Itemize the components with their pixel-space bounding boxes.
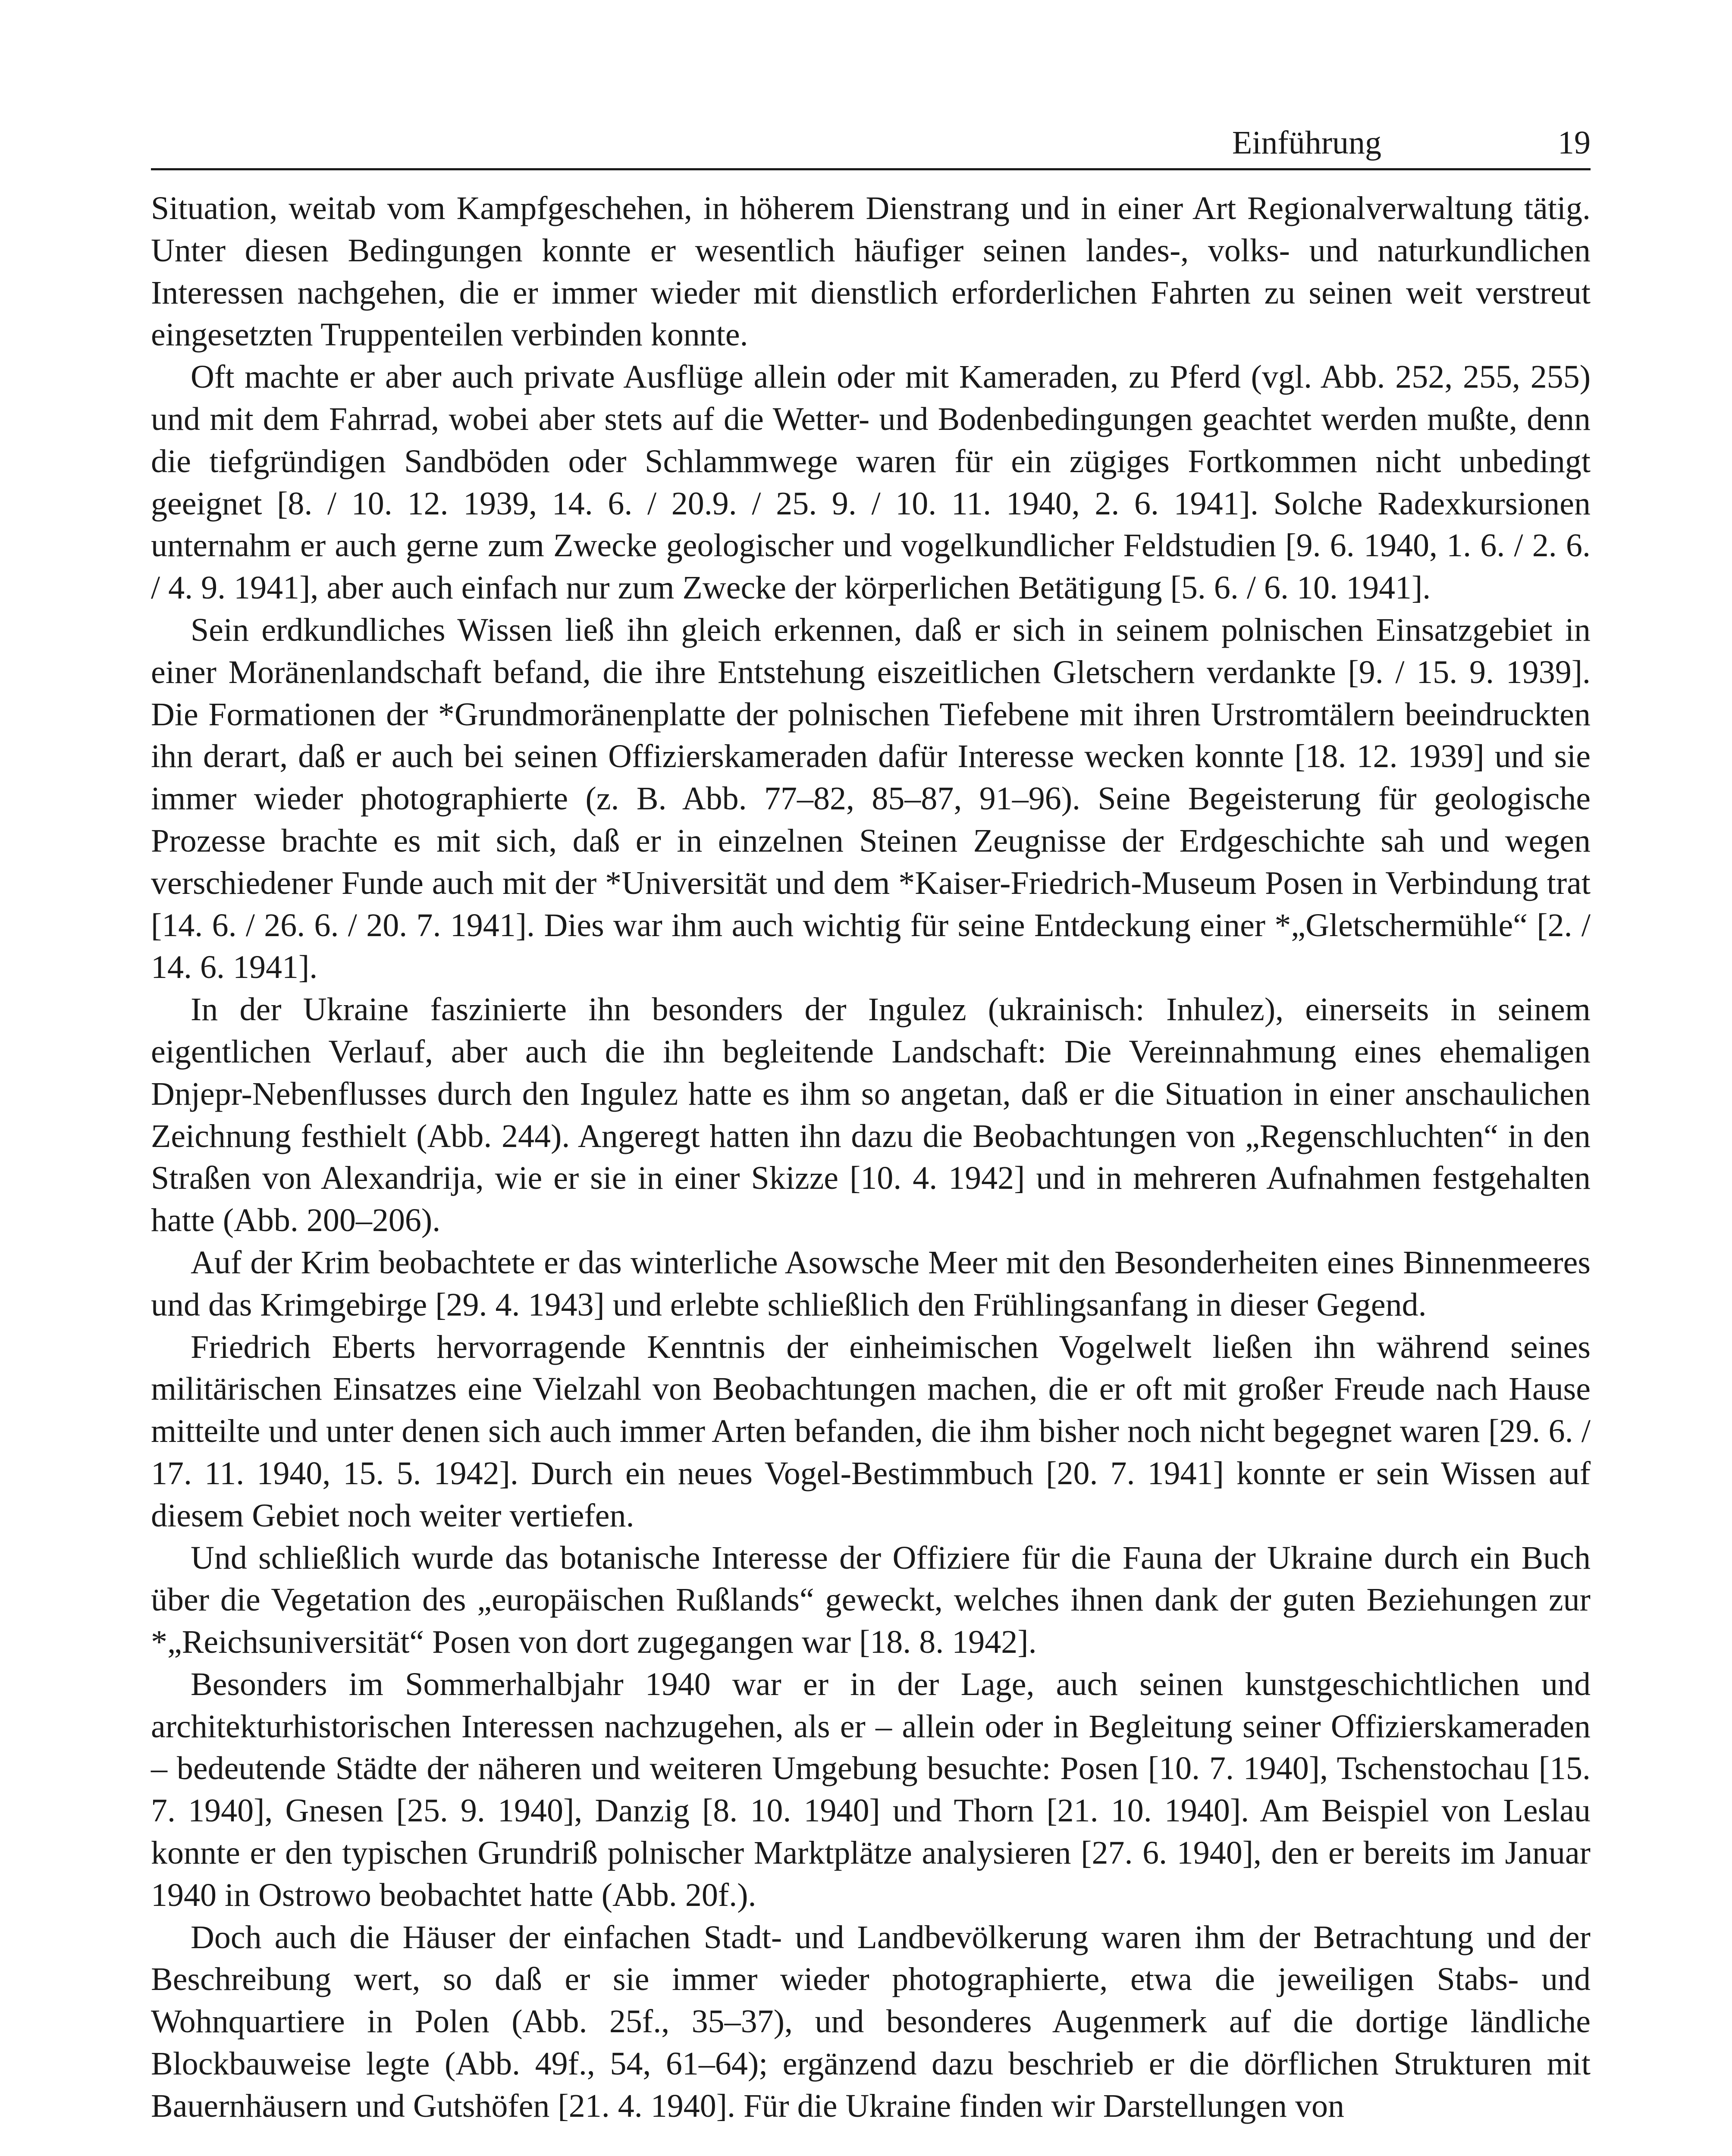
paragraph-4: In der Ukraine faszinierte ihn besonders der Ingulez (ukrainisch: Inhulez), einerseits in seinem eigentlichen Verlauf, aber auch die ihn begleitende Landschaft: Die Vereinnahmung eines ehemaligen Dnjepr-Nebenflusses durch den Ingulez hatte es ihm so angetan, daß er die Situation in einer anschaulichen Zeichnung festhielt (Abb. 244). Angeregt hatten ihn dazu die Beobachtungen von „Regenschluchten“ in den Straßen von Alexandrija, wie er sie in einer Skizze [10. 4. 1942] und in mehreren Aufnahmen festgehalten hatte (Abb. 200–206). [151, 991, 1591, 1239]
section-title: Einführung [1232, 125, 1381, 161]
paragraph-6: Friedrich Eberts hervorragende Kenntnis der einheimischen Vogelwelt ließen ihn während seines militärischen Einsatzes eine Vielzahl von Beobachtungen machen, die er oft mit großer Freude nach Hause mitteilte und unter denen sich auch immer Arten befanden, die ihm bisher noch nicht begegnet waren [29. 6. / 17. 11. 1940, 15. 5. 1942]. Durch ein neues Vogel-Bestimmbuch [20. 7. 1941] konnte er sein Wissen auf diesem Gebiet noch weiter vertiefen. [151, 1329, 1591, 1534]
body-text [151, 188, 1591, 2128]
paragraph-5: Auf der Krim beobachtete er das winterliche Asowsche Meer mit den Besonderheiten eines Binnenmeeres und das Krimgebirge [29. 4. 1943] und erlebte schließlich den Frühlingsanfang in dieser Gegend. [151, 1244, 1591, 1323]
page-number: 19 [1558, 125, 1591, 161]
paragraph-2: Oft machte er aber auch private Ausflüge allein oder mit Kameraden, zu Pferd (vgl. Abb. 252, 255, 255) und mit dem Fahrrad, wobei aber stets auf die Wetter- und Bodenbedingungen geachtet werden mußte, denn die tiefgründigen Sandböden oder Schlammwege waren für ein zügiges Fortkommen nicht unbedingt geeignet [8. / 10. 12. 1939, 14. 6. / 20.9. / 25. 9. / 10. 11. 1940, 2. 6. 1941]. Solche Radexkursionen unternahm er auch gerne zum Zwecke geologischer und vogelkundlicher Feldstudien [9. 6. 1940, 1. 6. / 2. 6. / 4. 9. 1941], aber auch einfach nur zum Zwecke der körperlichen Betätigung [5. 6. / 6. 10. 1941]. [151, 359, 1591, 606]
paragraph-8: Besonders im Sommerhalbjahr 1940 war er in der Lage, auch seinen kunstgeschichtlichen und architekturhistorischen Interessen nachzugehen, als er – allein oder in Begleitung seiner Offizierskameraden – bedeutende Städte der näheren und weiteren Umgebung besuchte: Posen [10. 7. 1940], Tschenstochau [15. 7. 1940], Gnesen [25. 9. 1940], Danzig [8. 10. 1940] und Thorn [21. 10. 1940]. Am Beispiel von Leslau konnte er den typischen Grundriß polnischer Marktplätze analysieren [27. 6. 1940], den er bereits im Januar 1940 in Ostrowo beobachtet hatte (Abb. 20f.). [151, 1666, 1591, 1913]
paragraph-3: Sein erdkundliches Wissen ließ ihn gleich erkennen, daß er sich in seinem polnischen Einsatzgebiet in einer Moränenlandschaft befand, die ihre Entstehung eiszeitlichen Gletschern verdankte [9. / 15. 9. 1939]. Die Formationen der *Grundmoränenplatte der polnischen Tiefebene mit ihren Urstromtälern beeindruckten ihn derart, daß er auch bei seinen Offizierskameraden dafür Interesse wecken konnte [18. 12. 1939] und sie immer wieder photographierte (z. B. Abb. 77–82, 85–87, 91–96). Seine Begeisterung für geologische Prozesse brachte es mit sich, daß er in einzelnen Steinen Zeugnisse der Erdgeschichte sah und wegen verschiedener Funde auch mit der *Universität und dem *Kaiser-Friedrich-Museum Posen in Verbindung trat [14. 6. / 26. 6. / 20. 7. 1941]. Dies war ihm auch wichtig für seine Entdeckung einer *„Gletschermühle“ [2. / 14. 6. 1941]. [151, 611, 1591, 986]
paragraph-7: Und schließlich wurde das botanische Interesse der Offiziere für die Fauna der Ukraine durch ein Buch über die Vegetation des „europäischen Rußlands“ geweckt, welches ihnen dank der guten Beziehungen zur *„Reichsuniversität“ Posen von dort zugegangen war [18. 8. 1942]. [151, 1539, 1591, 1661]
running-head [151, 121, 1591, 170]
paragraph-9: Doch auch die Häuser der einfachen Stadt- und Landbevölkerung waren ihm der Betrachtung und der Beschreibung wert, so daß er sie immer wieder photographierte, etwa die jeweiligen Stabs- und Wohnquartiere in Polen (Abb. 25f., 35–37), und besonderes Augenmerk auf die dortige ländliche Blockbauweise legte (Abb. 49f., 54, 61–64); ergänzend dazu beschrieb er die dörflichen Strukturen mit Bauernhäusern und Gutshöfen [21. 4. 1940]. Für die Ukraine finden wir Darstellungen von [151, 1919, 1591, 2124]
paragraph-1: Situation, weitab vom Kampfgeschehen, in höherem Dienstrang und in einer Art Regionalverwaltung tätig. Unter diesen Bedingungen konnte er wesentlich häufiger seinen landes-, volks- und naturkundlichen Interessen nachgehen, die er immer wieder mit dienstlich erforderlichen Fahrten zu seinen weit verstreut eingesetzten Truppenteilen verbinden konnte. [151, 190, 1591, 353]
